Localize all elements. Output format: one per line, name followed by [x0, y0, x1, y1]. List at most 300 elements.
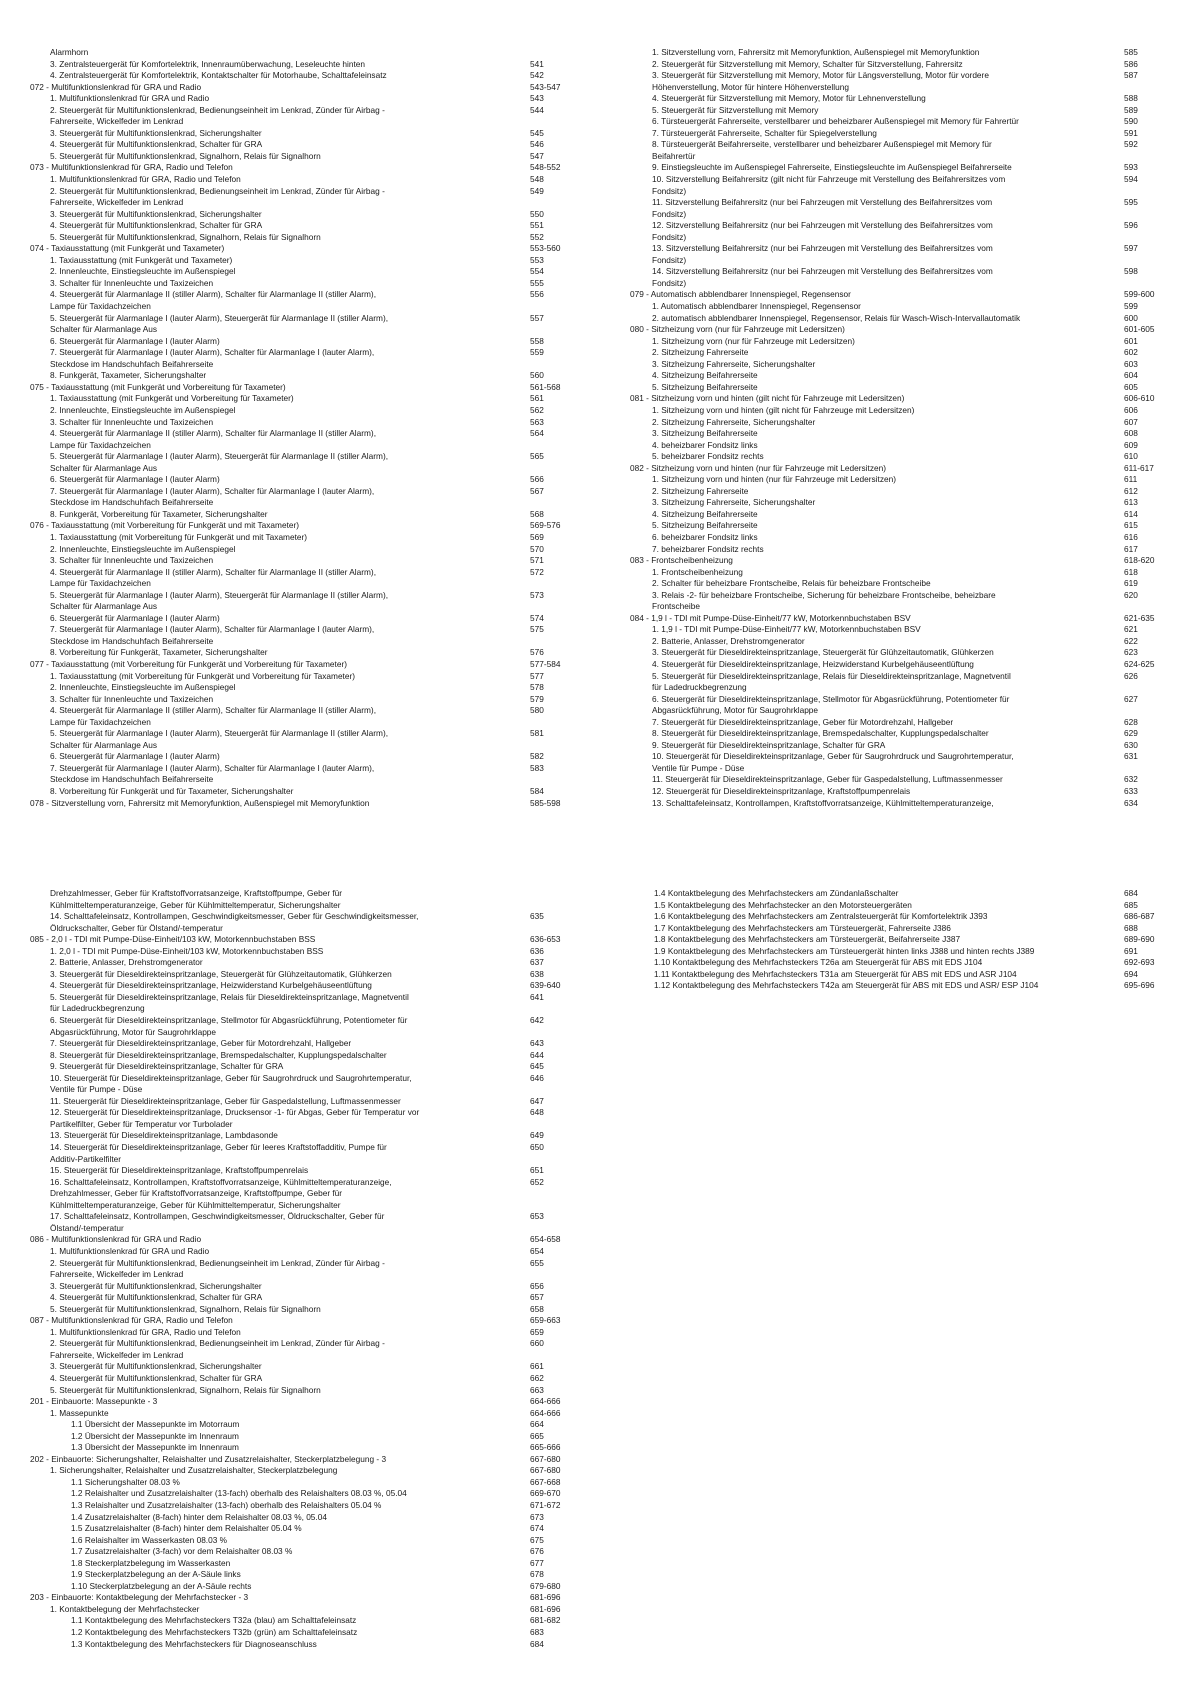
toc-entry	[30, 969, 550, 981]
toc-entry	[630, 923, 1150, 935]
toc-entry-title: 085 - 2,0 l - TDI mit Pumpe-Düse-Einheit/103 kW, Motorkennbuchstaben BSS	[30, 934, 316, 945]
toc-entry-title: 073 - Multifunktionslenkrad für GRA, Radio und Telefon	[30, 162, 233, 173]
toc-entry-title: 1.2 Übersicht der Massepunkte im Innenraum	[71, 1430, 239, 1441]
toc-entry-title: 2. Innenleuchte, Einstiegsleuchte im Außenspiegel	[50, 266, 236, 277]
toc-entry-title: 2. Batterie, Anlasser, Drehstromgenerator	[50, 957, 203, 968]
toc-entry-title: 2. Steuergerät für Multifunktionslenkrad, Bedienungseinheit im Lenkrad, Zünder für Airbag -	[50, 185, 385, 196]
toc-entry-page: 581	[530, 728, 544, 739]
toc-entry-page: 681-696	[530, 1603, 561, 1614]
toc-entry-page: 568	[530, 508, 544, 519]
toc-entry-title: 5. Sitzheizung Beifahrerseite	[652, 520, 758, 531]
toc-entry-title: Fondsitz)	[652, 231, 687, 242]
toc-entry-title: für Ladedruckbegrenzung	[50, 1003, 145, 1014]
toc-entry-title: Lampe für Taxidachzeichen	[50, 301, 151, 312]
toc-entry-title: 6. Steuergerät für Alarmanlage I (lauter Alarm)	[50, 335, 220, 346]
toc-entry-title: Steckdose im Handschuhfach Beifahrerseite	[50, 497, 214, 508]
toc-entry-title: Fahrerseite, Wickelfeder im Lenkrad	[50, 1269, 184, 1280]
toc-entry	[630, 289, 1155, 301]
toc-entry-title: 1.1 Kontaktbelegung des Mehrfachsteckers T32a (blau) am Schalttafeleinsatz	[71, 1615, 357, 1626]
toc-entry-title: 1.1 Sicherungshalter 08.03 %	[71, 1476, 180, 1487]
toc-entry-title: Ventile für Pumpe - Düse	[50, 1084, 143, 1095]
toc-entry-page: 587	[1124, 70, 1138, 81]
toc-entry-title: 3. Steuergerät für Multifunktionslenkrad, Sicherungshalter	[50, 1361, 262, 1372]
toc-entry	[630, 624, 1150, 636]
toc-entry	[30, 405, 550, 417]
toc-entry	[30, 1407, 561, 1420]
toc-entry-page: 541	[530, 58, 544, 69]
toc-entry-title: 1. Multifunktionslenkrad für GRA und Radio	[50, 1245, 210, 1256]
toc-entry-page: 563	[530, 416, 544, 427]
toc-entry-page: 566	[530, 474, 544, 485]
toc-entry	[630, 601, 1150, 613]
toc-entry-page: 598	[1124, 266, 1138, 277]
toc-entry-title: Fahrerseite, Wickelfeder im Lenkrad	[50, 197, 184, 208]
toc-entry	[30, 1130, 550, 1142]
toc-entry-title: 6. Steuergerät für Dieseldirekteinspritzanlage, Stellmotor für Abgasrückführung, Potentiometer für	[652, 693, 1010, 704]
toc-entry-title: 1. Multifunktionslenkrad für GRA, Radio und Telefon	[50, 1326, 241, 1337]
toc-entry-title: 201 - Einbauorte: Massepunkte - 3	[30, 1396, 158, 1407]
toc-entry	[30, 636, 550, 648]
toc-entry-page: 594	[1124, 174, 1138, 185]
toc-entry	[30, 1258, 550, 1270]
toc-entry-title: Beifahrertür	[652, 150, 696, 161]
toc-entry-title: 1. Kontaktbelegung der Mehrfachstecker	[50, 1603, 200, 1614]
toc-entry-title: 2. Schalter für beheizbare Frontscheibe, Relais für beheizbare Frontscheibe	[652, 578, 931, 589]
toc-entry-page: 664-666	[530, 1396, 561, 1407]
toc-entry	[30, 162, 561, 174]
toc-entry-title: 1.12 Kontaktbelegung des Mehrfachsteckers T42a am Steuergerät für ABS mit EDS und ASR/ ESP J104	[654, 980, 1039, 991]
toc-entry-page: 573	[530, 589, 544, 600]
toc-entry	[630, 969, 1150, 981]
toc-entry-page: 569	[530, 531, 544, 542]
toc-entry-title: 075 - Taxiausstattung (mit Funkgerät und Vorbereitung für Taxameter)	[30, 381, 286, 392]
toc-entry-page: 643	[530, 1038, 544, 1049]
toc-entry-page: 609	[1124, 439, 1138, 450]
toc-entry-page: 546	[530, 139, 544, 150]
toc-entry	[630, 278, 1150, 290]
toc-entry	[630, 532, 1150, 544]
toc-entry-page: 571	[530, 555, 544, 566]
toc-entry	[30, 220, 550, 232]
toc-entry-title: 5. Sitzheizung Beifahrerseite	[652, 381, 758, 392]
toc-entry	[630, 347, 1150, 359]
toc-entry	[630, 393, 1155, 405]
toc-entry-title: 7. Steuergerät für Alarmanlage I (lauter Alarm), Schalter für Alarmanlage I (lauter Alarm),	[50, 624, 375, 635]
toc-entry-title: 3. Schalter für Innenleuchte und Taxizeichen	[50, 416, 214, 427]
toc-entry-page: 586	[1124, 58, 1138, 69]
toc-entry	[30, 278, 550, 290]
toc-entry-page: 542	[530, 70, 544, 81]
toc-entry-title: 4. Steuergerät für Sitzverstellung mit Memory, Motor für Lehnenverstellung	[652, 93, 926, 104]
toc-entry-title: 11. Sitzverstellung Beifahrersitz (nur bei Fahrzeugen mit Verstellung des Beifahrersitzes vom	[652, 197, 993, 208]
toc-entry-title: 9. Einstiegsleuchte im Außenspiegel Fahrerseite, Einstiegsleuchte im Außenspiegel Beifahrerseite	[652, 162, 1012, 173]
toc-entry-title: 8. Funkgerät, Taxameter, Sicherungshalter	[50, 370, 207, 381]
toc-entry-title: 5. Steuergerät für Multifunktionslenkrad, Signalhorn, Relais für Signalhorn	[50, 1303, 321, 1314]
toc-entry-page: 614	[1124, 508, 1138, 519]
toc-entry-title: 13. Schalttafeleinsatz, Kontrollampen, Kraftstoffvorratsanzeige, Kühlmitteltemperaturanzeige,	[652, 797, 994, 808]
toc-entry	[630, 93, 1150, 105]
toc-entry-page: 561-568	[530, 381, 561, 392]
toc-entry-title: 5. Steuergerät für Alarmanlage I (lauter Alarm), Steuergerät für Alarmanlage II (stiller Alarm),	[50, 589, 389, 600]
toc-entry	[30, 1431, 550, 1443]
toc-entry-title: 3. Sitzheizung Fahrerseite, Sicherungshalter	[652, 358, 816, 369]
toc-entry-title: 10. Steuergerät für Dieseldirekteinspritzanlage, Geber für Saugrohrdruck und Saugrohrtemperatur,	[652, 751, 1014, 762]
toc-entry-page: 596	[1124, 220, 1138, 231]
toc-entry-title: Additiv-Partikelfilter	[50, 1153, 122, 1164]
toc-entry-title: 14. Schalttafeleinsatz, Kontrollampen, Geschwindigkeitsmesser, Geber für Geschwindigkeitsmesser,	[50, 911, 419, 922]
toc-entry	[30, 1465, 561, 1477]
toc-entry	[630, 980, 1155, 992]
toc-entry	[30, 1327, 550, 1339]
toc-entry-page: 589	[1124, 104, 1138, 115]
toc-entry	[630, 911, 1155, 923]
toc-entry	[30, 774, 550, 786]
toc-entry	[30, 93, 550, 105]
toc-entry	[30, 128, 550, 140]
toc-entry	[30, 266, 550, 278]
toc-entry-title: 12. Sitzverstellung Beifahrersitz (nur bei Fahrzeugen mit Verstellung des Beifahrersitzes vom	[652, 220, 993, 231]
toc-entry-title: 074 - Taxiausstattung (mit Funkgerät und Taxameter)	[30, 243, 225, 254]
toc-entry	[630, 220, 1150, 232]
toc-entry	[30, 613, 550, 625]
toc-entry	[630, 301, 1150, 313]
toc-entry	[30, 532, 550, 544]
toc-entry	[30, 1211, 550, 1223]
toc-entry	[630, 186, 1150, 198]
toc-entry	[30, 105, 550, 117]
toc-entry-page: 685	[1124, 899, 1138, 910]
toc-entry	[30, 658, 561, 671]
toc-entry-page: 601	[1124, 335, 1138, 346]
toc-entry-page: 623	[1124, 647, 1138, 658]
toc-entry-title: 2. Innenleuchte, Einstiegsleuchte im Außenspiegel	[50, 404, 236, 415]
toc-entry	[30, 463, 550, 475]
toc-entry-title: 084 - 1,9 l - TDI mit Pumpe-Düse-Einheit/77 kW, Motorkennbuchstaben BSV	[630, 612, 911, 623]
toc-entry-title: 5. Steuergerät für Alarmanlage I (lauter Alarm), Steuergerät für Alarmanlage II (stiller Alarm),	[50, 728, 389, 739]
toc-entry	[630, 266, 1150, 278]
toc-entry-title: Fondsitz)	[652, 254, 687, 265]
toc-entry-page: 676	[530, 1546, 544, 1557]
toc-entry-title: Alarmhorn	[50, 47, 89, 57]
toc-entry-title: 4. Steuergerät für Dieseldirekteinspritzanlage, Heizwiderstand Kurbelgehäuseentlüftung	[652, 658, 974, 669]
toc-entry	[630, 151, 1150, 163]
toc-entry-title: 1.6 Relaishalter im Wasserkasten 08.03 %	[71, 1534, 228, 1545]
toc-entry-title: 5. Steuergerät für Dieseldirekteinspritzanlage, Relais für Dieseldirekteinspritzanlage, Magnetventil	[652, 670, 1011, 681]
toc-entry	[30, 1603, 561, 1616]
toc-entry	[630, 728, 1150, 740]
toc-entry-page: 686-687	[1124, 911, 1155, 922]
toc-entry-title: 14. Steuergerät für Dieseldirekteinspritzanlage, Geber für leeres Kraftstoffadditiv, Pumpe für	[50, 1142, 387, 1153]
toc-entry-page: 543	[530, 93, 544, 104]
toc-entry-title: 3. Steuergerät für Dieseldirekteinspritzanlage, Steuergerät für Glühzeitautomatik, Glühkerzen	[50, 968, 392, 979]
toc-entry-title: 086 - Multifunktionslenkrad für GRA und Radio	[30, 1234, 202, 1245]
toc-entry	[30, 186, 550, 198]
toc-entry	[30, 59, 550, 71]
toc-entry-title: 1.3 Übersicht der Massepunkte im Innenraum	[71, 1442, 239, 1453]
toc-entry-page: 585-598	[530, 797, 561, 808]
toc-entry-title: 1. Sitzverstellung vorn, Fahrersitz mit Memoryfunktion, Außenspiegel mit Memoryfunktion	[652, 47, 980, 57]
toc-entry-title: Steckdose im Handschuhfach Beifahrerseite	[50, 774, 214, 785]
toc-entry-title: 202 - Einbauorte: Sicherungshalter, Relaishalter und Zusatzrelaishalter, Steckerplatzbelegung - 3	[30, 1453, 387, 1464]
toc-entry-title: 1.10 Kontaktbelegung des Mehrfachsteckers T26a am Steuergerät für ABS mit EDS J104	[654, 957, 983, 968]
toc-entry	[630, 82, 1150, 94]
toc-entry-page: 582	[530, 751, 544, 762]
toc-entry-title: 2. Sitzheizung Fahrerseite, Sicherungshalter	[652, 416, 816, 427]
toc-entry-title: 4. Zentralsteuergerät für Komfortelektrik, Kontaktschalter für Motorhaube, Schalttafeleinsatz	[50, 70, 387, 81]
toc-entry	[30, 923, 550, 935]
toc-entry-title: 14. Sitzverstellung Beifahrersitz (nur bei Fahrzeugen mit Verstellung des Beifahrersitzes vom	[652, 266, 993, 277]
toc-entry-page: 550	[530, 208, 544, 219]
toc-entry	[630, 128, 1150, 140]
toc-entry-page: 660	[530, 1338, 544, 1349]
toc-entry	[30, 1361, 550, 1373]
toc-entry	[30, 682, 550, 694]
toc-entry	[30, 1499, 561, 1512]
toc-entry-page: 611	[1124, 474, 1138, 485]
toc-entry-page: 621	[1124, 624, 1138, 635]
toc-entry	[30, 900, 550, 912]
toc-entry	[30, 1453, 561, 1466]
toc-entry	[630, 671, 1150, 683]
toc-entry-title: 3. Schalter für Innenleuchte und Taxizeichen	[50, 277, 214, 288]
toc-entry	[30, 705, 550, 717]
toc-entry-title: 1.5 Kontaktbelegung des Mehrfachstecker an den Motorsteuergeräten	[654, 899, 912, 910]
toc-entry	[30, 1003, 550, 1015]
toc-entry-page: 599	[1124, 301, 1138, 312]
toc-entry-title: 9. Steuergerät für Dieseldirekteinspritzanlage, Schalter für GRA	[652, 739, 886, 750]
toc-entry-page: 673	[530, 1511, 544, 1522]
toc-entry-title: 087 - Multifunktionslenkrad für GRA, Radio und Telefon	[30, 1315, 233, 1326]
toc-entry	[30, 232, 550, 244]
toc-entry-page: 642	[530, 1015, 544, 1026]
toc-entry-title: 4. Sitzheizung Beifahrerseite	[652, 370, 758, 381]
toc-entry-title: 11. Steuergerät für Dieseldirekteinspritzanlage, Geber für Gaspedalstellung, Luftmassenmesser	[652, 774, 1003, 785]
toc-entry	[630, 694, 1150, 706]
toc-entry-title: Steckdose im Handschuhfach Beifahrerseite	[50, 358, 214, 369]
toc-entry-page: 692-693	[1124, 957, 1155, 968]
toc-entry-title: 3. Sitzheizung Beifahrerseite	[652, 428, 758, 439]
toc-entry-title: 2. automatisch abblendbarer Innenspiegel, Regensensor, Relais für Wasch-Wisch-Intervallautomatik	[652, 312, 1021, 323]
toc-entry-page: 654	[530, 1245, 544, 1256]
toc-entry-page: 644	[530, 1049, 544, 1060]
toc-entry-page: 570	[530, 543, 544, 554]
toc-entry	[30, 47, 550, 59]
toc-entry-title: Lampe für Taxidachzeichen	[50, 439, 151, 450]
toc-entry	[30, 957, 550, 969]
toc-entry	[30, 1373, 550, 1385]
toc-entry-page: 661	[530, 1361, 544, 1372]
toc-entry-title: Fahrerseite, Wickelfeder im Lenkrad	[50, 1349, 184, 1360]
toc-entry-title: 072 - Multifunktionslenkrad für GRA und Radio	[30, 81, 202, 92]
toc-entry	[30, 301, 550, 313]
toc-entry-page: 548	[530, 174, 544, 185]
toc-entry-page: 554	[530, 266, 544, 277]
toc-entry-page: 590	[1124, 116, 1138, 127]
toc-entry	[630, 417, 1150, 429]
toc-entry-page: 636	[530, 945, 544, 956]
toc-entry-title: Höhenverstellung, Motor für hintere Höhenverstellung	[652, 81, 849, 92]
toc-entry-title: 1.7 Kontaktbelegung des Mehrfachsteckers am Türsteuergerät, Fahrerseite J386	[654, 922, 951, 933]
toc-entry	[30, 740, 550, 752]
toc-entry-page: 629	[1124, 728, 1138, 739]
toc-entry-title: 1. Sicherungshalter, Relaishalter und Zusatzrelaishalter, Steckerplatzbelegung	[50, 1465, 338, 1476]
toc-entry-title: 1.11 Kontaktbelegung des Mehrfachsteckers T31a am Steuergerät für ABS mit EDS und ASR J104	[654, 968, 1017, 979]
toc-entry	[30, 1385, 550, 1397]
toc-entry	[30, 81, 561, 94]
toc-entry	[30, 243, 561, 255]
toc-entry	[30, 474, 550, 486]
toc-entry-page: 620	[1124, 589, 1138, 600]
toc-entry-page: 595	[1124, 197, 1138, 208]
toc-entry-title: Partikelfilter, Geber für Temperatur vor Turbolader	[50, 1118, 233, 1129]
toc-entry-page: 679-680	[530, 1580, 561, 1591]
toc-entry-title: 2. Sitzheizung Fahrerseite	[652, 485, 749, 496]
toc-entry	[630, 232, 1150, 244]
toc-entry-page: 667-680	[530, 1465, 561, 1476]
toc-entry	[30, 1015, 550, 1027]
toc-entry-page: 637	[530, 957, 544, 968]
toc-entry-title: 6. Steuergerät für Alarmanlage I (lauter Alarm)	[50, 751, 220, 762]
toc-entry-page: 624-625	[1124, 658, 1155, 669]
toc-entry-page: 558	[530, 335, 544, 346]
toc-entry-title: 3. Zentralsteuergerät für Komfortelektrik, Innenraumüberwachung, Leseleuchte hinten	[50, 58, 365, 69]
toc-entry	[30, 601, 550, 613]
toc-entry-page: 645	[530, 1061, 544, 1072]
toc-entry-title: Drehzahlmesser, Geber für Kraftstoffvorratsanzeige, Kraftstoffpumpe, Geber für	[50, 888, 343, 898]
toc-entry	[30, 417, 550, 429]
toc-entry-page: 653	[530, 1211, 544, 1222]
toc-entry-title: 083 - Frontscheibenheizung	[630, 555, 733, 566]
toc-entry-page: 577-584	[530, 658, 561, 669]
toc-entry-title: 1.4 Zusatzrelaishalter (8-fach) hinter dem Relaishalter 08.03 %, 05.04	[71, 1511, 327, 1522]
toc-entry	[30, 763, 550, 775]
toc-entry	[630, 774, 1150, 786]
toc-entry-title: Öldruckschalter, Geber für Ölstand/-temperatur	[50, 922, 223, 933]
toc-entry-page: 681-696	[530, 1592, 561, 1603]
toc-entry-page: 659	[530, 1326, 544, 1337]
toc-entry	[30, 567, 550, 579]
toc-entry-page: 578	[530, 682, 544, 693]
toc-entry	[630, 174, 1150, 186]
toc-entry-page: 657	[530, 1292, 544, 1303]
toc-entry	[30, 694, 550, 706]
toc-entry-title: 1. Taxiausstattung (mit Vorbereitung für Funkgerät und mit Taxameter)	[50, 531, 308, 542]
toc-entry-page: 588	[1124, 93, 1138, 104]
toc-entry	[630, 763, 1150, 775]
toc-entry-title: 2. Steuergerät für Sitzverstellung mit Memory, Schalter für Sitzverstellung, Fahrersitz	[652, 58, 963, 69]
toc-entry	[30, 1304, 550, 1316]
toc-entry	[630, 382, 1150, 394]
toc-entry-page: 688	[1124, 922, 1138, 933]
toc-entry-page: 659-663	[530, 1315, 561, 1326]
toc-entry-title: 5. Steuergerät für Multifunktionslenkrad, Signalhorn, Relais für Signalhorn	[50, 150, 321, 161]
toc-entry-page: 638	[530, 968, 544, 979]
toc-entry-title: 5. Steuergerät für Alarmanlage I (lauter Alarm), Steuergerät für Alarmanlage II (stiller Alarm),	[50, 451, 389, 462]
toc-entry-page: 677	[530, 1557, 544, 1568]
toc-entry-page: 669-670	[530, 1488, 561, 1499]
toc-entry-title: 1. Sitzheizung vorn (nur für Fahrzeuge mit Ledersitzen)	[652, 335, 855, 346]
toc-entry-title: 13. Sitzverstellung Beifahrersitz (nur bei Fahrzeugen mit Verstellung des Beifahrersitzes vom	[652, 243, 993, 254]
toc-entry-title: 4. beheizbarer Fondsitz links	[652, 439, 758, 450]
toc-entry	[630, 636, 1150, 648]
toc-entry-page: 664-666	[530, 1407, 561, 1418]
toc-entry-title: für Ladedruckbegrenzung	[652, 682, 747, 693]
toc-entry-title: 3. Steuergerät für Multifunktionslenkrad, Sicherungshalter	[50, 208, 262, 219]
toc-entry-title: Schalter für Alarmanlage Aus	[50, 739, 157, 750]
toc-entry-page: 611-617	[1124, 462, 1154, 473]
toc-entry-title: 4. Steuergerät für Alarmanlage II (stiller Alarm), Schalter für Alarmanlage II (stiller Alarm),	[50, 705, 377, 716]
toc-entry-title: 8. Funkgerät, Vorbereitung für Taxameter, Sicherungshalter	[50, 508, 268, 519]
toc-entry-title: 5. Steuergerät für Alarmanlage I (lauter Alarm), Steuergerät für Alarmanlage II (stiller Alarm),	[50, 312, 389, 323]
toc-entry	[30, 197, 550, 209]
toc-entry	[30, 370, 550, 382]
toc-entry	[30, 786, 550, 798]
toc-entry-title: Abgasrückführung, Motor für Saugrohrklappe	[652, 705, 819, 716]
toc-entry	[630, 717, 1150, 729]
toc-entry	[30, 934, 561, 946]
toc-entry	[630, 313, 1150, 325]
toc-entry-title: 1.2 Relaishalter und Zusatzrelaishalter (13-fach) oberhalb des Relaishalters 08.03 %, 05.04	[71, 1488, 407, 1499]
toc-entry-title: 1. 2,0 l - TDI mit Pumpe-Düse-Einheit/103 kW, Motorkennbuchstaben BSS	[50, 945, 324, 956]
toc-entry-title: 9. Steuergerät für Dieseldirekteinspritzanlage, Schalter für GRA	[50, 1061, 284, 1072]
toc-column-top-right	[630, 47, 1155, 809]
toc-entry-title: 6. Türsteuergerät Fahrerseite, verstellbarer und beheizbarer Außenspiegel mit Memory für Fahrertür	[652, 116, 1019, 127]
toc-entry-page: 602	[1124, 347, 1138, 358]
toc-entry-page: 615	[1124, 520, 1138, 531]
toc-entry-page: 607	[1124, 416, 1138, 427]
toc-entry	[30, 1476, 561, 1489]
toc-entry-title: 4. Steuergerät für Alarmanlage II (stiller Alarm), Schalter für Alarmanlage II (stiller Alarm),	[50, 428, 377, 439]
toc-entry	[30, 255, 550, 267]
toc-entry	[30, 1569, 550, 1581]
toc-entry	[30, 1281, 550, 1293]
toc-entry-page: 628	[1124, 716, 1138, 727]
toc-entry	[630, 751, 1150, 763]
toc-entry	[30, 1061, 550, 1073]
toc-entry-page: 632	[1124, 774, 1138, 785]
toc-entry-title: 4. Steuergerät für Alarmanlage II (stiller Alarm), Schalter für Alarmanlage II (stiller Alarm),	[50, 289, 377, 300]
toc-entry	[630, 405, 1150, 417]
toc-entry-page: 559	[530, 347, 544, 358]
toc-entry-title: 1. 1,9 l - TDI mit Pumpe-Düse-Einheit/77 kW, Motorkennbuchstaben BSV	[652, 624, 921, 635]
toc-entry	[630, 47, 1150, 59]
toc-entry-page: 548-552	[530, 162, 561, 173]
toc-entry	[30, 324, 550, 336]
toc-entry-page: 695-696	[1124, 980, 1155, 991]
toc-entry-page: 597	[1124, 243, 1138, 254]
toc-entry-page: 667-668	[530, 1476, 561, 1487]
toc-entry-title: 11. Steuergerät für Dieseldirekteinspritzanlage, Geber für Gaspedalstellung, Luftmassenmesser	[50, 1095, 401, 1106]
toc-entry-page: 592	[1124, 139, 1138, 150]
toc-entry	[630, 162, 1150, 174]
toc-entry-page: 549	[530, 185, 544, 196]
toc-entry	[30, 647, 550, 659]
toc-entry-page: 606-610	[1124, 393, 1155, 404]
toc-entry-title: 7. Steuergerät für Alarmanlage I (lauter Alarm), Schalter für Alarmanlage I (lauter Alarm),	[50, 762, 375, 773]
toc-entry-page: 576	[530, 647, 544, 658]
toc-entry-page: 569-576	[530, 520, 561, 531]
toc-entry-title: 1. Multifunktionslenkrad für GRA, Radio und Telefon	[50, 174, 241, 185]
toc-entry	[30, 1096, 550, 1108]
toc-entry-page: 560	[530, 370, 544, 381]
toc-entry	[630, 428, 1150, 440]
toc-entry-page: 603	[1124, 358, 1138, 369]
toc-entry	[630, 440, 1150, 452]
toc-entry-title: Fahrerseite, Wickelfeder im Lenkrad	[50, 116, 184, 127]
toc-entry-title: Ventile für Pumpe - Düse	[652, 762, 745, 773]
toc-entry	[30, 992, 550, 1004]
toc-entry-title: 1.9 Kontaktbelegung des Mehrfachsteckers am Türsteuergerät hinten links J388 und hinten rechts J389	[654, 945, 1035, 956]
